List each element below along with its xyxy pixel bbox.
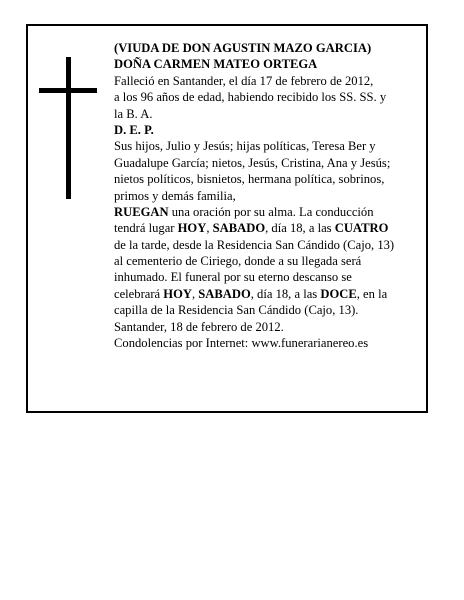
place-and-date: Santander, 18 de febrero de 2012. (114, 319, 284, 334)
deceased-name: DOÑA CARMEN MATEO ORTEGA (114, 57, 318, 72)
death-line-3: la B. A. (114, 106, 153, 121)
family-line-2: Guadalupe García; nietos, Jesús, Cristina, Ana y Jesús; (114, 155, 391, 170)
procession-line-4: inhumado. El funeral por su eterno descanso se (114, 270, 352, 285)
today-word-2: HOY (163, 286, 192, 301)
funeral-text-a: celebrará (114, 286, 164, 301)
separator-2: , (191, 286, 199, 301)
widow-of-line: (VIUDA DE DON AGUSTIN MAZO GARCIA) (114, 41, 372, 55)
procession-line-2: de la tarde, desde la Residencia San Cándido (Cajo, 13) (114, 237, 395, 252)
rip-abbreviation: D. E. P. (114, 122, 154, 137)
death-line-1: Falleció en Santander, el día 17 de febrero de 2012, (114, 73, 374, 88)
request-line (114, 204, 418, 220)
condolences-line: Condolencias por Internet: www.funerarianereo.es (114, 336, 369, 351)
four-word: CUATRO (334, 221, 389, 236)
death-line-2: a los 96 años de edad, habiendo recibido los SS. SS. y (114, 90, 387, 105)
cross-vertical-bar (66, 57, 71, 199)
obituary-notice (26, 24, 428, 413)
funeral-location-line: capilla de la Residencia San Cándido (Cajo, 13). (114, 303, 359, 318)
procession-text-a: tendrá lugar (114, 221, 178, 236)
family-line-3: nietos políticos, bisnietos, hermana política, sobrinos, (114, 172, 385, 187)
funeral-time-line (114, 286, 418, 302)
ruegan-word: RUEGAN (114, 204, 169, 219)
family-line-1: Sus hijos, Julio y Jesús; hijas políticas, Teresa Ber y (114, 139, 376, 154)
twelve-word: DOCE (320, 286, 357, 301)
saturday-word-1: SABADO (212, 221, 266, 236)
cross-horizontal-bar (39, 88, 97, 93)
today-word-1: HOY (177, 221, 207, 236)
saturday-word-2: SABADO (198, 286, 251, 301)
funeral-text-b: , día 18, a las (250, 286, 321, 301)
funeral-text-c: , en la (356, 286, 388, 301)
cross-icon (39, 57, 97, 199)
separator-1: , (206, 221, 213, 236)
obituary-text (114, 40, 418, 351)
request-rest: una oración por su alma. La conducción (168, 204, 374, 219)
family-line-4: primos y demás familia, (114, 188, 236, 203)
procession-time-line (114, 220, 418, 236)
procession-line-3: al cementerio de Ciriego, donde a su llegada será (114, 254, 362, 269)
procession-text-b: , día 18, a las (265, 221, 335, 236)
